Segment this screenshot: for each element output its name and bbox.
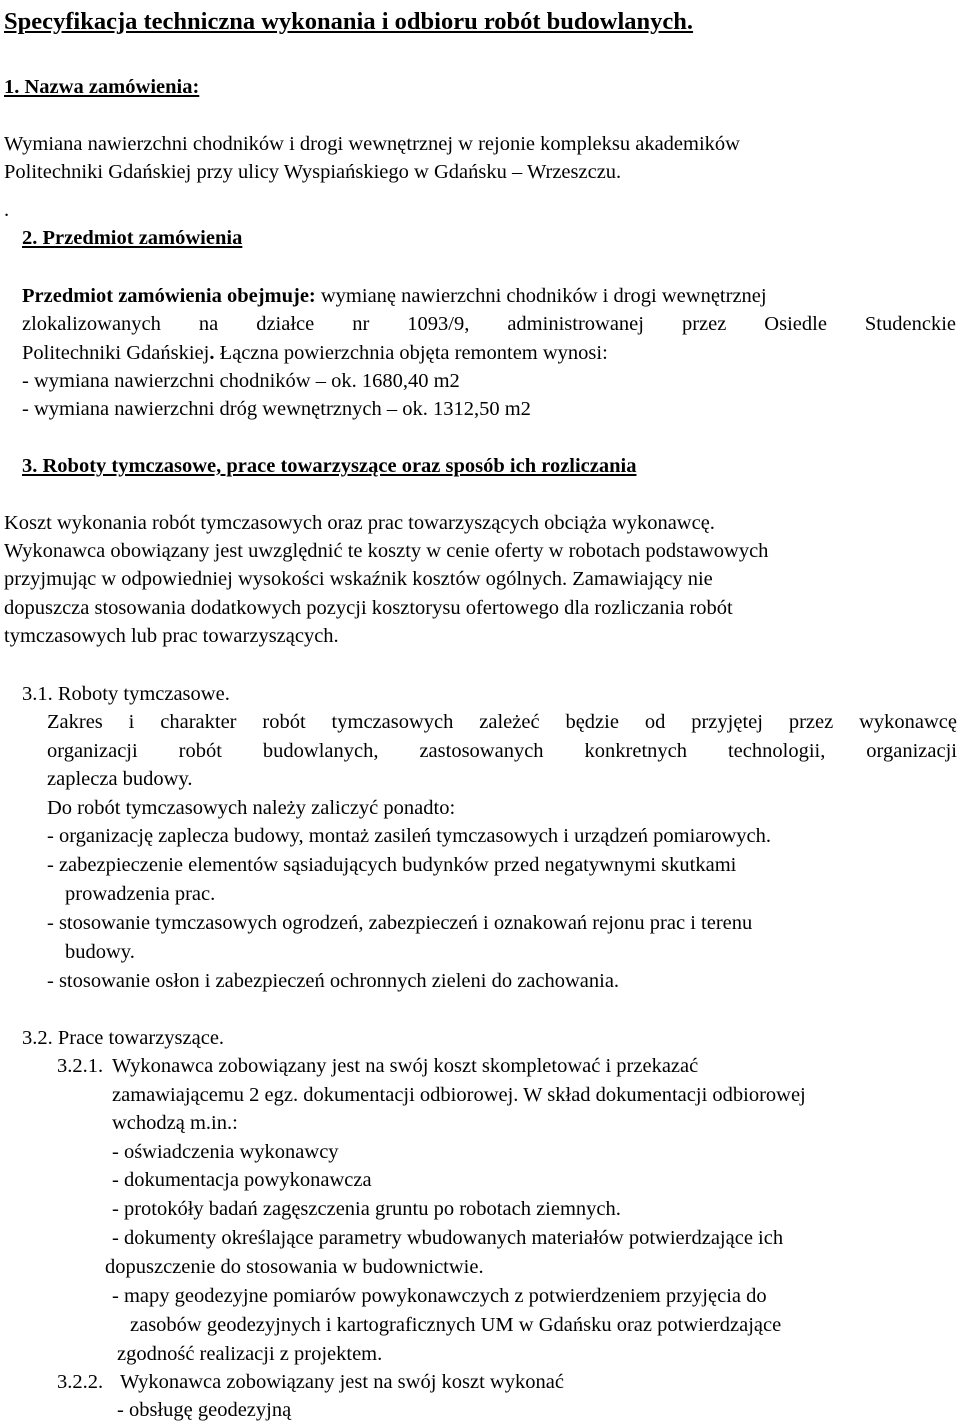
section-1-line: Wymiana nawierzchni chodników i drogi wewnętrznej w rejonie kompleksu akademików xyxy=(4,133,740,155)
section-3-1-line: zaplecza budowy. xyxy=(47,768,193,790)
section-3-1-line: - zabezpieczenie elementów sąsiadujących budynków przed negatywnymi skutkami xyxy=(47,854,737,876)
section-3-1-line: Do robót tymczasowych należy zaliczyć ponadto: xyxy=(47,797,456,819)
item-3-2-2-line: Wykonawca zobowiązany jest na swój koszt wykonać xyxy=(120,1371,564,1393)
section-3-line: tymczasowych lub prac towarzyszących. xyxy=(4,625,339,647)
item-3-2-1-line: - dokumentacja powykonawcza xyxy=(112,1169,372,1191)
section-3-1-line: Zakres i charakter robót tymczasowych zależeć będzie od przyjętej przez wykonawcę xyxy=(47,711,957,733)
section-3-1-line: - stosowanie tymczasowych ogrodzeń, zabezpieczeń i oznakowań rejonu prac i terenu xyxy=(47,912,753,934)
item-3-2-1-line: - dokumenty określające parametry wbudowanych materiałów potwierdzające ich xyxy=(112,1227,784,1249)
item-3-2-1-line: Wykonawca zobowiązany jest na swój koszt skompletować i przekazać xyxy=(112,1055,699,1077)
section-3-1-line: - organizację zaplecza budowy, montaż zasileń tymczasowych i urządzeń pomiarowych. xyxy=(47,825,772,847)
item-3-2-1-line: wchodzą m.in.: xyxy=(112,1112,238,1134)
item-3-2-1-line: - oświadczenia wykonawcy xyxy=(112,1141,339,1163)
section-1-line: Politechniki Gdańskiej przy ulicy Wyspiańskiego w Gdańsku – Wrzeszczu. xyxy=(4,161,622,183)
document-title: Specyfikacja techniczna wykonania i odbioru robót budowlanych. xyxy=(4,8,694,35)
section-3-1-heading: 3.1. Roboty tymczasowe. xyxy=(22,683,230,705)
item-3-2-1-line: zgodność realizacji z projektem. xyxy=(117,1343,383,1365)
section-2-bold-dot: . xyxy=(209,342,215,364)
section-1-heading: 1. Nazwa zamówienia: xyxy=(4,76,200,98)
section-2-line: - wymiana nawierzchni dróg wewnętrznych – ok. 1312,50 m2 xyxy=(22,398,531,420)
item-3-2-2-line: - obsługę geodezyjną xyxy=(117,1399,292,1421)
section-3-heading: 3. Roboty tymczasowe, prace towarzyszące oraz sposób ich rozliczania xyxy=(22,455,637,477)
item-3-2-1-line: - protokóły badań zagęszczenia gruntu po robotach ziemnych. xyxy=(112,1198,621,1220)
section-3-line: Wykonawca obowiązany jest uwzględnić te koszty w cenie oferty w robotach podstawowych xyxy=(4,540,769,562)
item-3-2-1-number: 3.2.1. xyxy=(57,1055,104,1077)
section-2-line xyxy=(22,282,767,310)
item-3-2-1-line: - mapy geodezyjne pomiarów powykonawczych z potwierdzeniem przyjęcia do xyxy=(112,1285,767,1307)
section-3-1-line: organizacji robót budowlanych, zastosowanych konkretnych technologii, organizacji xyxy=(47,740,957,762)
section-2-line3-b: Łączna powierzchnia objęta remontem wynosi: xyxy=(214,342,608,364)
section-1-line: . xyxy=(4,199,10,221)
section-3-line: dopuszcza stosowania dodatkowych pozycji kosztorysu ofertowego dla rozliczania robót xyxy=(4,597,733,619)
section-2-line: zlokalizowanych na działce nr 1093/9, administrowanej przez Osiedle Studenckie xyxy=(22,313,956,335)
section-3-1-line: budowy. xyxy=(65,941,135,963)
item-3-2-1-line: zasobów geodezyjnych i kartograficznych UM w Gdańsku oraz potwierdzające xyxy=(130,1314,782,1336)
item-3-2-2-number: 3.2.2. xyxy=(57,1371,104,1393)
section-3-1-line: prowadzenia prac. xyxy=(65,883,216,905)
section-2-line-rest: wymianę nawierzchni chodników i drogi wewnętrznej xyxy=(315,285,767,307)
section-2-line3-a: Politechniki Gdańskiej xyxy=(22,342,210,364)
section-3-2-heading: 3.2. Prace towarzyszące. xyxy=(22,1027,225,1049)
section-2-bold-label: Przedmiot zamówienia obejmuje: xyxy=(22,285,316,307)
section-3-1-line: - stosowanie osłon i zabezpieczeń ochronnych zieleni do zachowania. xyxy=(47,970,620,992)
section-3-line: Koszt wykonania robót tymczasowych oraz prac towarzyszących obciąża wykonawcę. xyxy=(4,512,715,534)
section-2-line: - wymiana nawierzchni chodników – ok. 1680,40 m2 xyxy=(22,370,460,392)
section-2-line xyxy=(22,339,608,367)
item-3-2-1-line: zamawiającemu 2 egz. dokumentacji odbiorowej. W skład dokumentacji odbiorowej xyxy=(112,1084,806,1106)
section-2-heading: 2. Przedmiot zamówienia xyxy=(22,227,243,249)
item-3-2-1-line: dopuszczenie do stosowania w budownictwie. xyxy=(105,1256,484,1278)
section-3-line: przyjmując w odpowiedniej wysokości wskaźnik kosztów ogólnych. Zamawiający nie xyxy=(4,568,713,590)
